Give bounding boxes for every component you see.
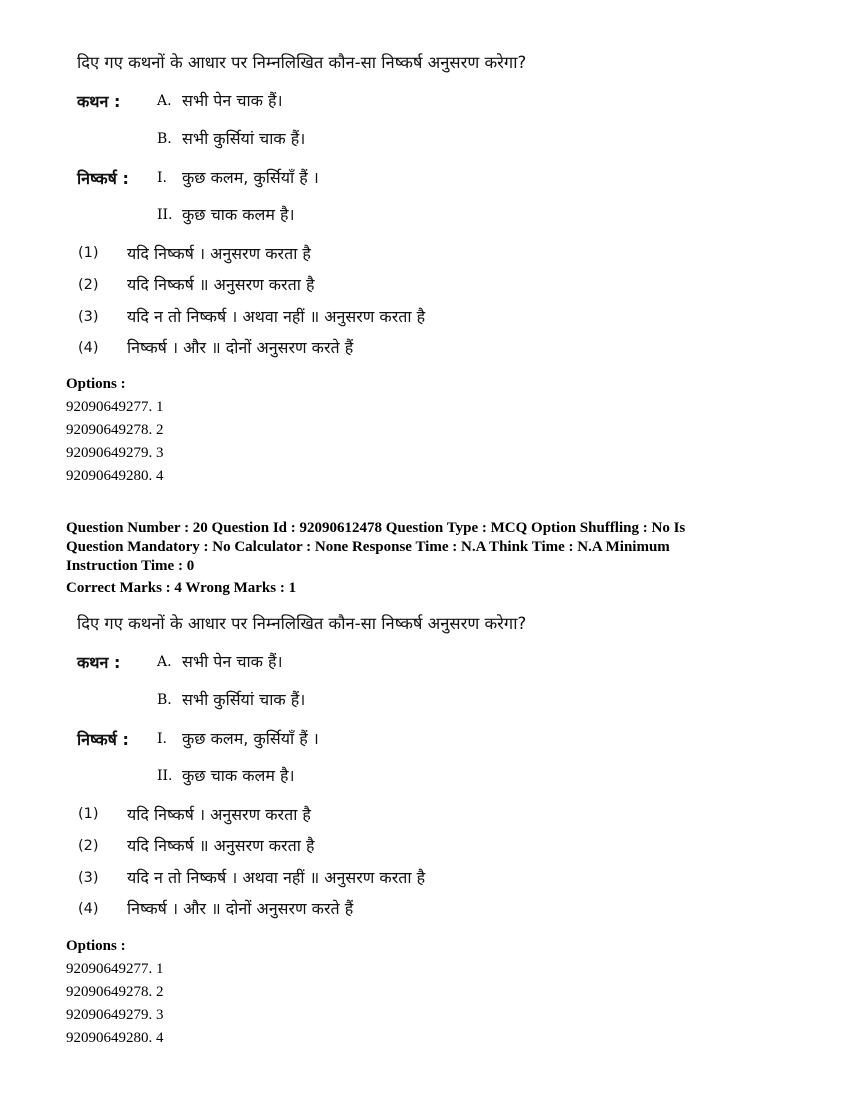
answer-number: (4)	[78, 340, 99, 356]
conclusion-text: कुछ कलम, कुर्सियाँ हैं ।	[182, 168, 319, 187]
answer-text: यदि निष्कर्ष ॥ अनुसरण करता है	[127, 836, 315, 855]
statement-marker: A.	[157, 654, 172, 670]
option-item: 92090649280. 4	[66, 1030, 164, 1046]
conclusion-marker: II.	[157, 768, 173, 784]
statement-marker: B.	[157, 692, 172, 708]
question-metadata-line: Question Number : 20 Question Id : 92090612478 Question Type : MCQ Option Shuffling : No Is	[66, 520, 686, 536]
statement-text: सभी कुर्सियां चाक हैं।	[182, 690, 306, 709]
options-title: Options :	[66, 376, 126, 392]
option-item: 92090649277. 1	[66, 961, 164, 977]
answer-text: निष्कर्ष । और ॥ दोनों अनुसरण करते हैं	[127, 899, 354, 918]
statements-label: कथन :	[77, 92, 121, 111]
option-item: 92090649278. 2	[66, 984, 164, 1000]
answer-text: यदि न तो निष्कर्ष । अथवा नहीं ॥ अनुसरण करता है	[127, 868, 426, 887]
answer-number: (2)	[78, 838, 99, 854]
statement-text: सभी कुर्सियां चाक हैं।	[182, 129, 306, 148]
answer-text: निष्कर्ष । और ॥ दोनों अनुसरण करते हैं	[127, 338, 354, 357]
marks-line: Correct Marks : 4 Wrong Marks : 1	[66, 580, 297, 596]
answer-number: (3)	[78, 870, 99, 886]
answer-text: यदि न तो निष्कर्ष । अथवा नहीं ॥ अनुसरण करता है	[127, 307, 426, 326]
conclusion-marker: I.	[157, 731, 167, 747]
conclusions-label: निष्कर्ष :	[77, 169, 129, 188]
option-item: 92090649279. 3	[66, 1007, 164, 1023]
statement-marker: B.	[157, 131, 172, 147]
conclusion-text: कुछ चाक कलम है।	[182, 205, 295, 224]
statement-marker: A.	[157, 93, 172, 109]
conclusion-marker: II.	[157, 207, 173, 223]
answer-number: (2)	[78, 277, 99, 293]
options-title: Options :	[66, 938, 126, 954]
question-metadata-line: Question Mandatory : No Calculator : None Response Time : N.A Think Time : N.A Minimum	[66, 539, 670, 555]
statement-text: सभी पेन चाक हैं।	[182, 652, 283, 671]
answer-text: यदि निष्कर्ष । अनुसरण करता है	[127, 805, 311, 824]
conclusion-marker: I.	[157, 170, 167, 186]
conclusions-label: निष्कर्ष :	[77, 730, 129, 749]
conclusion-text: कुछ कलम, कुर्सियाँ हैं ।	[182, 729, 319, 748]
option-item: 92090649278. 2	[66, 422, 164, 438]
option-item: 92090649279. 3	[66, 445, 164, 461]
answer-number: (3)	[78, 309, 99, 325]
option-item: 92090649280. 4	[66, 468, 164, 484]
answer-number: (1)	[78, 245, 99, 261]
answer-text: यदि निष्कर्ष ॥ अनुसरण करता है	[127, 275, 315, 294]
answer-text: यदि निष्कर्ष । अनुसरण करता है	[127, 244, 311, 263]
option-item: 92090649277. 1	[66, 399, 164, 415]
answer-number: (4)	[78, 901, 99, 917]
conclusion-text: कुछ चाक कलम है।	[182, 766, 295, 785]
question-text: दिए गए कथनों के आधार पर निम्नलिखित कौन-सा निष्कर्ष अनुसरण करेगा?	[77, 614, 527, 633]
answer-number: (1)	[78, 806, 99, 822]
question-text: दिए गए कथनों के आधार पर निम्नलिखित कौन-सा निष्कर्ष अनुसरण करेगा?	[77, 53, 527, 72]
statement-text: सभी पेन चाक हैं।	[182, 91, 283, 110]
question-metadata-line: Instruction Time : 0	[66, 558, 195, 574]
statements-label: कथन :	[77, 653, 121, 672]
